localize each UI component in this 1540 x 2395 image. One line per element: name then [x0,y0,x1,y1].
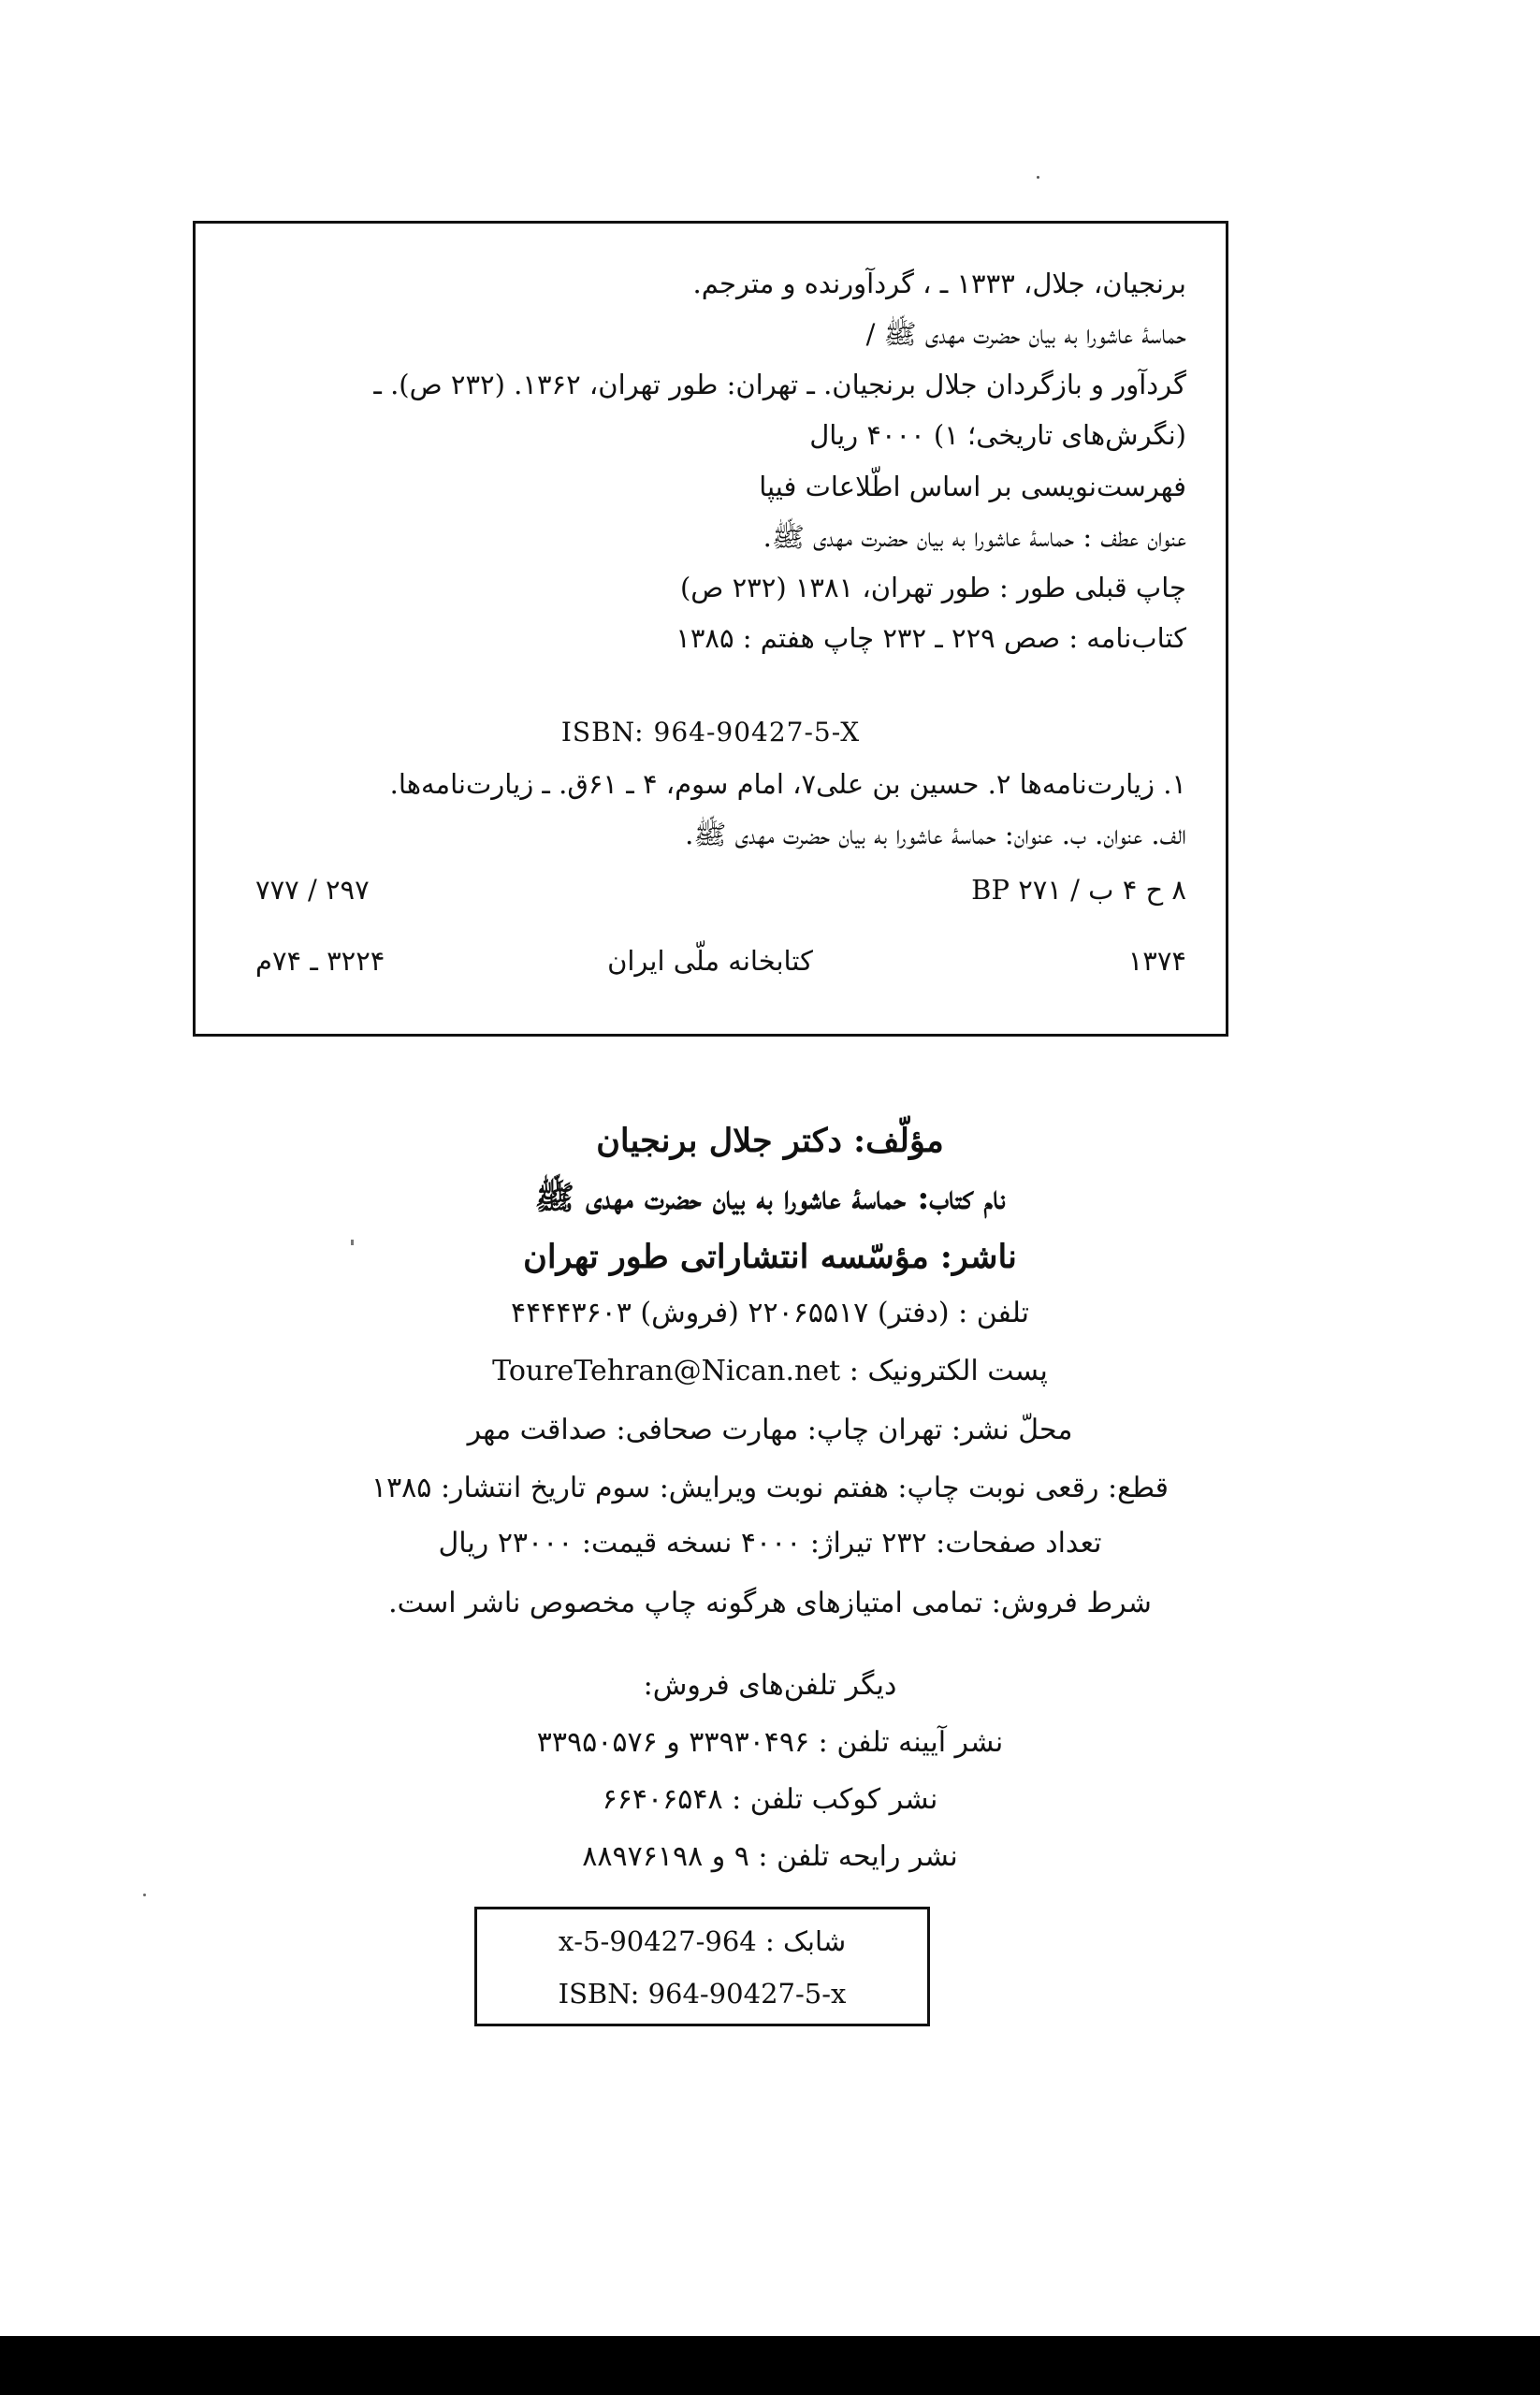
library-number: ۳۲۲۴ ـ ۷۴م [255,945,385,977]
isbn-line: ISBN: 964-90427-5-x [558,1978,847,2010]
author-line: مؤلّف: دکتر جلال برنجیان [596,1122,944,1160]
edition-line: قطع: رقعی نوبت چاپ: هفتم نوبت ویرایش: سوم تاریخ انتشار: ۱۳۸۵ [370,1472,1170,1504]
seller-line: نشر رایحه تلفن : ۹ و ۸۸۹۷۶۱۹۸ [582,1840,958,1873]
subject-line: الف. عنوان. ب. عنوان: حماسهٔ عاشورا به بیان حضرت مهدی ﷺ. [685,819,1186,850]
cip-line: فهرست‌نویسی بر اساس اطّلاعات فیپا [759,471,1186,502]
speck-mark [143,1894,146,1896]
email-label: پست الکترونیک : [849,1355,1048,1387]
pages-line: تعداد صفحات: ۲۳۲ تیراژ: ۴۰۰۰ نسخه قیمت: ۲۳۰۰۰ ریال [438,1527,1102,1560]
cip-line: کتاب‌نامه : صص ۲۲۹ ـ ۲۳۲ چاپ هفتم : ۱۳۸۵ [676,622,1186,654]
seller-line: نشر آیینه تلفن : ۳۳۹۳۰۴۹۶ و ۳۳۹۵۰۵۷۶ [536,1726,1004,1759]
cip-line: حماسهٔ عاشورا به بیان حضرت مهدی ﷺ / [865,318,1186,350]
dewey-class: ۲۹۷ / ۷۷۷ [255,874,370,906]
cip-line: چاپ قبلی طور : طور تهران، ۱۳۸۱ (۲۳۲ ص) [679,572,1186,603]
isbn-box [474,1907,930,2026]
place-line: محلّ نشر: تهران چاپ: مهارت صحافی: صداقت مهر [467,1414,1073,1446]
cip-isbn: ISBN: 964-90427-5-X [560,717,861,748]
book-title-line: نام کتاب: حماسهٔ عاشورا به بیان حضرت مهدی ﷺ [534,1179,1006,1217]
cip-line: برنجیان، جلال، ۱۳۳۳ ـ ، گردآورنده و مترجم. [692,268,1186,299]
phone-line: تلفن : (دفتر) ۲۲۰۶۵۵۱۷ (فروش) ۴۴۴۴۳۶۰۳ [510,1297,1030,1329]
library-year: ۱۳۷۴ [1127,945,1186,977]
cip-line: عنوان عطف : حماسهٔ عاشورا به بیان حضرت مهدی ﷺ. [763,521,1186,553]
library-name: کتابخانه ملّی ایران [607,945,813,977]
cataloging-in-publication-box [193,221,1228,1037]
cip-line: (نگرش‌های تاریخی؛ ۱) ۴۰۰۰ ریال [809,419,1186,451]
rights-line: شرط فروش: تمامی امتیازهای هرگونه چاپ مخصوص ناشر است. [388,1587,1152,1619]
subject-line: ۱. زیارت‌نامه‌ها ۲. حسین بن علی۷، امام سوم، ۴ ـ ۶۱ق. ـ زیارت‌نامه‌ها. [389,768,1186,800]
speck-mark [1037,176,1039,179]
cip-line: گردآور و بازگردان جلال برنجیان. ـ تهران: طور تهران، ۱۳۶۲. (۲۳۲ ص). ـ [373,369,1186,400]
publisher-line: ناشر: مؤسّسه انتشاراتی طور تهران [523,1238,1017,1276]
other-phones-heading: دیگر تلفن‌های فروش: [643,1669,897,1702]
shabak-line: شابک : 964-90427-5-x [558,1925,847,1957]
seller-line: نشر کوکب تلفن : ۶۶۴۰۶۵۴۸ [602,1783,938,1816]
email-address: ToureTehran@Nican.net [492,1355,841,1387]
scan-edge-bar [0,2336,1540,2395]
congress-class: ۸ ح ۴ ب / BP ۲۷۱ [971,874,1186,906]
email-line [150,1347,1390,1396]
